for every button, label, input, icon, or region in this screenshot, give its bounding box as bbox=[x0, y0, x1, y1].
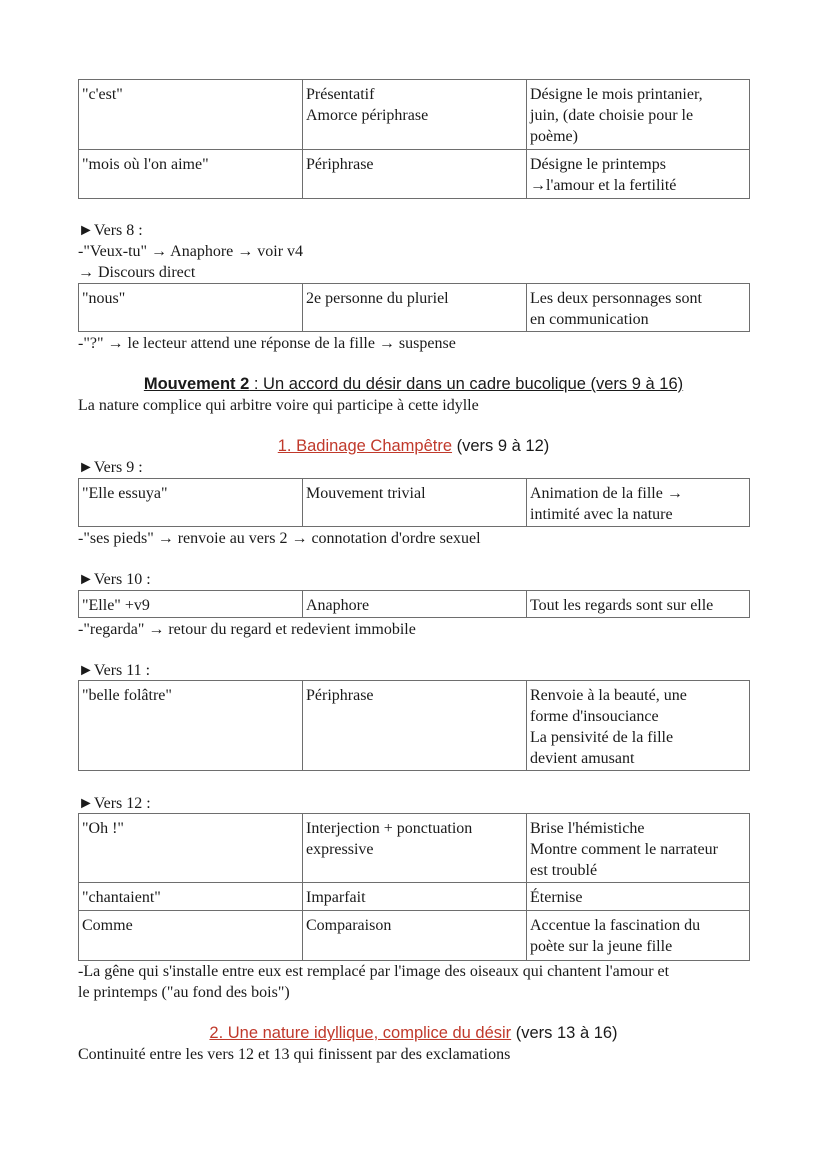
table-cell bbox=[527, 80, 750, 150]
table-row bbox=[79, 591, 750, 618]
mouvement2-subtitle: : Un accord du désir dans un cadre bucolique (vers 9 à 16) bbox=[249, 375, 684, 393]
table-cell: Périphrase bbox=[303, 681, 527, 771]
table-cell bbox=[527, 150, 750, 199]
table-row bbox=[79, 681, 750, 771]
vers9-note: -"ses pieds" → renvoie au vers 2 → connotation d'ordre sexuel bbox=[78, 530, 481, 547]
table-vers12 bbox=[78, 813, 750, 961]
section1-range: (vers 9 à 12) bbox=[452, 437, 550, 455]
table-cell bbox=[527, 681, 750, 771]
table-row bbox=[79, 80, 750, 150]
cell-text-line: Désigne le printemps bbox=[530, 156, 666, 173]
table-cell: "Elle" +v9 bbox=[79, 591, 303, 618]
table-cell: Mouvement trivial bbox=[303, 479, 527, 527]
table-cell: "Elle essuya" bbox=[79, 479, 303, 527]
table-row bbox=[79, 150, 750, 199]
cell-text-line: expressive bbox=[306, 841, 374, 858]
cell-text-line: Présentatif bbox=[306, 86, 375, 103]
table-cell bbox=[303, 814, 527, 883]
vers10-note: -"regarda" → retour du regard et redevient immobile bbox=[78, 621, 416, 638]
table-vers10 bbox=[78, 590, 750, 618]
table-cell: "Oh !" bbox=[79, 814, 303, 883]
table-cell bbox=[527, 284, 750, 332]
table-vers9 bbox=[78, 478, 750, 527]
section2-heading bbox=[78, 1023, 749, 1044]
cell-text-line: Montre comment le narrateur bbox=[530, 841, 718, 858]
table-cell: "nous" bbox=[79, 284, 303, 332]
table-vers11 bbox=[78, 680, 750, 771]
table-vers8 bbox=[78, 283, 750, 332]
cell-text-line: poème) bbox=[530, 128, 578, 145]
section1-heading bbox=[78, 436, 749, 457]
cell-text-line: est troublé bbox=[530, 862, 598, 879]
cell-text-line: Animation de la fille → bbox=[530, 485, 683, 502]
cell-text-line: en communication bbox=[530, 311, 649, 328]
table-row bbox=[79, 479, 750, 527]
table-cell: "mois où l'on aime" bbox=[79, 150, 303, 199]
vers11-label: ►Vers 11 : bbox=[78, 662, 151, 679]
cell-text-line: Accentue la fascination du bbox=[530, 917, 701, 934]
table-cell bbox=[303, 80, 527, 150]
vers8-label: ►Vers 8 : bbox=[78, 222, 143, 239]
vers12-note-line2: le printemps ("au fond des bois") bbox=[78, 984, 290, 1001]
cell-text-line: Amorce périphrase bbox=[306, 107, 429, 124]
cell-text-line: →l'amour et la fertilité bbox=[530, 177, 677, 194]
vers8-note: -"?" → le lecteur attend une réponse de la fille → suspense bbox=[78, 335, 456, 352]
cell-text-line: devient amusant bbox=[530, 750, 635, 767]
table-cell: "chantaient" bbox=[79, 883, 303, 911]
cell-text-line: forme d'insouciance bbox=[530, 708, 659, 725]
table-cell bbox=[527, 911, 750, 961]
mouvement2-intro: La nature complice qui arbitre voire qui participe à cette idylle bbox=[78, 397, 479, 414]
table-cell: Anaphore bbox=[303, 591, 527, 618]
cell-text-line: Renvoie à la beauté, une bbox=[530, 687, 687, 704]
vers8-line2: → Discours direct bbox=[78, 264, 196, 281]
cell-text-line: intimité avec la nature bbox=[530, 506, 673, 523]
cell-text-line: Les deux personnages sont bbox=[530, 290, 702, 307]
table-row bbox=[79, 284, 750, 332]
mouvement2-title: Mouvement 2 bbox=[143, 375, 250, 393]
cell-text-line: La pensivité de la fille bbox=[530, 729, 674, 746]
vers12-label: ►Vers 12 : bbox=[78, 795, 151, 812]
cell-text-line: Désigne le mois printanier, bbox=[530, 86, 703, 103]
closing-line: Continuité entre les vers 12 et 13 qui finissent par des exclamations bbox=[78, 1046, 511, 1063]
table-cell: Périphrase bbox=[303, 150, 527, 199]
table-row bbox=[79, 911, 750, 961]
table-cell: "c'est" bbox=[79, 80, 303, 150]
vers9-label: ►Vers 9 : bbox=[78, 459, 143, 476]
table-cell: 2e personne du pluriel bbox=[303, 284, 527, 332]
table-cell: "belle folâtre" bbox=[79, 681, 303, 771]
table-cell: Comparaison bbox=[303, 911, 527, 961]
cell-text-line: Brise l'hémistiche bbox=[530, 820, 645, 837]
table-cell bbox=[527, 479, 750, 527]
table-cell: Imparfait bbox=[303, 883, 527, 911]
table-cell: Tout les regards sont sur elle bbox=[527, 591, 750, 618]
mouvement2-heading bbox=[78, 374, 749, 395]
table-row bbox=[79, 814, 750, 883]
section1-title: 1. Badinage Champêtre bbox=[277, 437, 453, 455]
cell-text-line: juin, (date choisie pour le bbox=[530, 107, 694, 124]
section2-range: (vers 13 à 16) bbox=[511, 1024, 618, 1042]
table-analysis-intro bbox=[78, 79, 750, 199]
cell-text-line: poète sur la jeune fille bbox=[530, 938, 673, 955]
vers10-label: ►Vers 10 : bbox=[78, 571, 151, 588]
table-cell: Comme bbox=[79, 911, 303, 961]
section2-title: 2. Une nature idyllique, complice du désir bbox=[209, 1024, 512, 1042]
table-row bbox=[79, 883, 750, 911]
table-cell: Éternise bbox=[527, 883, 750, 911]
cell-text-line: Interjection + ponctuation bbox=[306, 820, 473, 837]
vers12-note-line1: -La gêne qui s'installe entre eux est remplacé par l'image des oiseaux qui chantent l'amour et bbox=[78, 963, 670, 980]
vers8-line1: -"Veux-tu" → Anaphore → voir v4 bbox=[78, 243, 304, 260]
table-cell bbox=[527, 814, 750, 883]
